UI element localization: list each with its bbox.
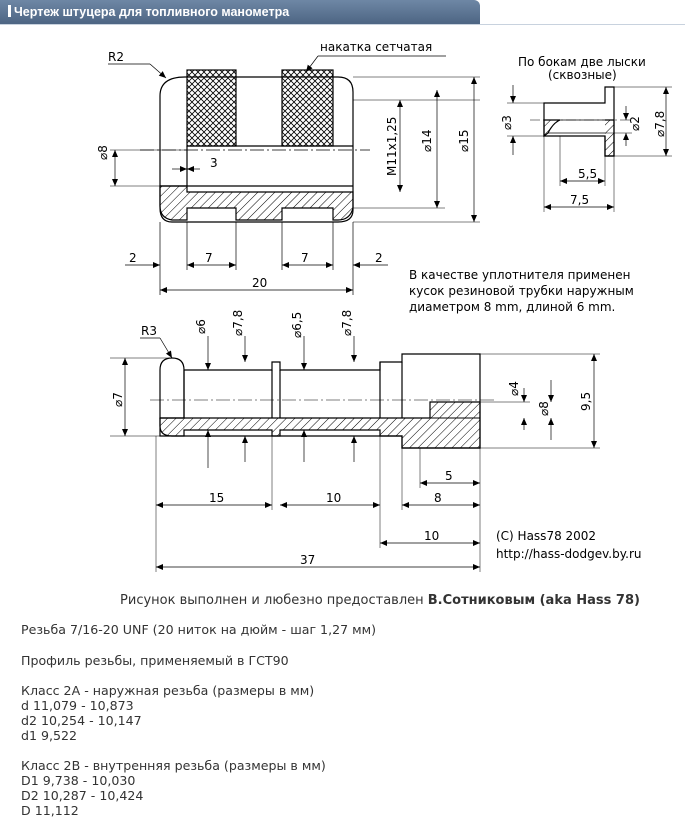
class2a-line-d: d 11,079 - 10,873	[21, 698, 134, 713]
fitting-dim8: 8	[434, 491, 442, 505]
nut-dia15: ⌀15	[457, 129, 471, 152]
seal-note-line3: диаметром 8 mm, длиной 6 mm.	[409, 300, 616, 314]
nut-section-hatch	[160, 186, 353, 220]
class2b-line-d1: D1 9,738 - 10,030	[21, 773, 136, 788]
pin-dia3: ⌀3	[500, 115, 514, 130]
fitting-dim10-b: 10	[424, 529, 440, 543]
fitting-dia78-a: ⌀7,8	[231, 309, 245, 336]
class2a-line-d1: d1 9,522	[21, 728, 78, 743]
fitting-radius-label: R3	[141, 324, 157, 338]
nut-dia8: ⌀8	[96, 145, 110, 160]
fitting-dia8: ⌀8	[537, 401, 551, 416]
fitting-dia6: ⌀6	[194, 319, 208, 334]
technical-drawing	[0, 26, 685, 586]
nut-thread-label: M11x1,25	[385, 116, 399, 176]
nut-dim20: 20	[252, 276, 268, 290]
drawing-pin	[507, 85, 672, 212]
header-rule	[0, 24, 685, 25]
caption-author: В.Сотниковым (aka Hass 78)	[427, 593, 640, 608]
page-header	[0, 0, 480, 24]
nut-dim7-left: 7	[205, 251, 213, 265]
fitting-dim37: 37	[300, 553, 316, 567]
copyright-text: (C) Hass78 2002	[496, 529, 597, 543]
class2a-title: Класс 2А - наружная резьба (размеры в мм)	[21, 683, 315, 698]
class2b-line-d: D 11,112	[21, 803, 79, 818]
fitting-dia65: ⌀6,5	[290, 311, 304, 338]
knurl-note: накатка сетчатая	[320, 40, 433, 54]
fitting-dia78-b: ⌀7,8	[340, 309, 354, 336]
nut-dim2-right: 2	[375, 251, 383, 265]
fitting-dim5: 5	[445, 469, 453, 483]
nut-dim3: 3	[210, 156, 218, 170]
drawing-nut	[108, 56, 480, 295]
fitting-dia4: ⌀4	[507, 381, 521, 396]
fitting-dim10-a: 10	[326, 491, 342, 505]
nut-dia14: ⌀14	[420, 129, 434, 152]
pin-dim55: 5,5	[578, 167, 598, 181]
header-marker	[8, 5, 11, 17]
pin-note-line2: (сквозные)	[548, 68, 617, 82]
knurl-left	[187, 70, 236, 146]
pin-dia2: ⌀2	[628, 116, 642, 131]
fitting-dim95: 9,5	[579, 391, 593, 411]
fitting-dia7: ⌀7	[111, 392, 125, 407]
page-title: Чертеж штуцера для топливного манометра	[14, 5, 290, 19]
seal-note-line1: В качестве уплотнителя применен	[409, 268, 631, 282]
caption-text: Рисунок выполнен и любезно предоставлен	[120, 593, 424, 608]
class2a-line-d2: d2 10,254 - 10,147	[21, 713, 142, 728]
pin-note-line1: По бокам две лыски	[518, 55, 646, 69]
pin-dim75: 7,5	[570, 193, 590, 207]
figure-caption	[0, 593, 685, 608]
fitting-dim15: 15	[209, 491, 225, 505]
author-url: http://hass-dodgev.by.ru	[496, 547, 642, 561]
pin-dia78: ⌀7,8	[653, 110, 667, 137]
nut-dim2-left: 2	[129, 251, 137, 265]
class2b-title: Класс 2В - внутренняя резьба (размеры в мм)	[21, 758, 326, 773]
nut-dim7-right: 7	[301, 251, 309, 265]
nut-radius-label: R2	[108, 50, 124, 64]
seal-note-line2: кусок резиновой трубки наружным	[409, 284, 634, 298]
class2b-line-d2: D2 10,287 - 10,424	[21, 788, 144, 803]
thread-spec: Резьба 7/16-20 UNF (20 ниток на дюйм - шаг 1,27 мм)	[21, 622, 377, 637]
knurl-right	[282, 70, 333, 146]
thread-profile: Профиль резьбы, применяемый в ГСТ90	[21, 653, 289, 668]
